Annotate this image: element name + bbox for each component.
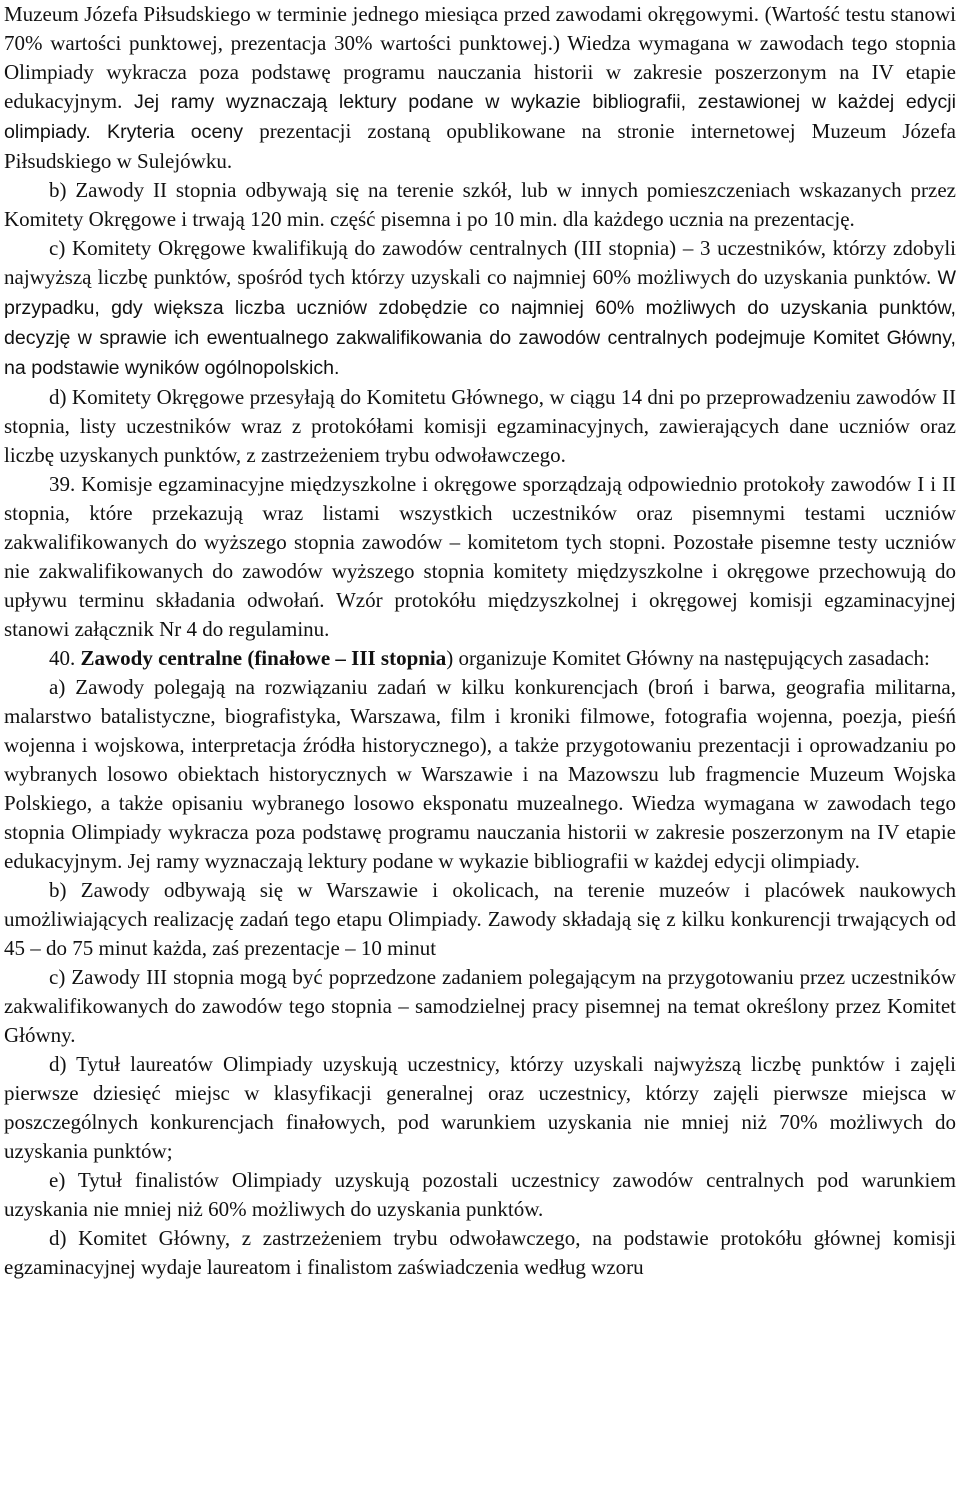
paragraph-d-stage3: d) Tytuł laureatów Olimpiady uzyskują uczestnicy, którzy uzyskali najwyższą liczbę punktów i zajęli pierwsze dziesięć miejsc w klasyfikacji generalnej oraz uczestnicy, którzy zajęli pierwsze miejsca w poszczególnych konkurencjach finałowych, pod warunkiem uzyskania nie mniej niż 70% możliwych do uzyskania punktów;	[4, 1052, 956, 1163]
text-segment: Muzeum Józefa Piłsudskiego w terminie jednego miesiąca przed zawodami okręgowymi. (Wartość testu stanowi 70% wartości punktowej, prezentacja 30% wartości punktowej.) Wiedza wymagana w zawodach tego stopnia Olimpiady wykracza poza podstawę programu nauczania historii w zakresie poszerzonym na IV etapie edukacyjnym.	[4, 2, 956, 113]
paragraph-stage1-end	[4, 0, 956, 176]
paragraph-b-stage2: b) Zawody II stopnia odbywają się na terenie szkół, lub w innych pomieszczeniach wskazanych przez Komitety Okręgowe i trwają 120 min. część pisemna i po 10 min. dla każdego ucznia na prezentację.	[4, 178, 956, 231]
paragraph-e-stage3: e) Tytuł finalistów Olimpiady uzyskują pozostali uczestnicy zawodów centralnych pod warunkiem uzyskania nie mniej niż 60% możliwych do uzyskania punktów.	[4, 1168, 956, 1221]
paragraph-number: 40.	[49, 646, 81, 670]
text-segment: c) Komitety Okręgowe kwalifikują do zawodów centralnych (III stopnia) – 3 uczestników, którzy zdobyli najwyższą liczbę punktów, spośród tych którzy uzyskali co najmniej 60% możliwych do uzyskania punktów.	[4, 236, 956, 289]
paragraph-c-stage2	[4, 234, 956, 383]
text-segment: W przypadku, gdy większa liczba uczniów zdobędzie co najmniej 60% możliwych do uzyskania punktów, decyzję w sprawie ich ewentualnego zakwalifikowania do zawodów centralnych podejmuje Komitet Główny, na podstawie wyników ogólnopolskich.	[4, 267, 956, 379]
text-segment: prezentacji zostaną opublikowane na stronie internetowej Muzeum Józefa Piłsudskiego w Sulejówku.	[4, 119, 957, 173]
paragraph-40	[4, 644, 956, 673]
paragraph-a-stage3: a) Zawody polegają na rozwiązaniu zadań w kilku konkurencjach (broń i barwa, geografia militarna, malarstwo batalistyczne, biografistyka, Warszawa, film i kroniki filmowe, fotografia wojenna, poezja, pieśń wojenna i wojskowa, interpretacja źródła historycznego), a także przygotowaniu prezentacji i oprowadzaniu po wybranych losowo obiektach historycznych w Warszawie i na Mazowszu lub fragmencie Muzeum Wojska Polskiego, a także opisaniu wybranego losowo eksponatu muzealnego. Wiedza wymagana w zawodach tego stopnia Olimpiady wykracza poza podstawę programu nauczania historii w zakresie poszerzonym na IV etapie edukacyjnym. Jej ramy wyznaczają lektury podane w wykazie bibliografii w każdej edycji olimpiady.	[4, 675, 956, 873]
paragraph-c-stage3: c) Zawody III stopnia mogą być poprzedzone zadaniem polegającym na przygotowaniu przez uczestników zakwalifikowanych do zawodów tego stopnia – samodzielnej pracy pisemnej na temat określony przez Komitet Główny.	[4, 965, 956, 1047]
paragraph-39: 39. Komisje egzaminacyjne międzyszkolne i okręgowe sporządzają odpowiednio protokoły zawodów I i II stopnia, które przekazują wraz listami wszystkich uczestników oraz pisemnymi testami uczniów zakwalifikowanych do wyższego stopnia zawodów – komitetom tych stopni. Pozostałe pisemne testy uczniów nie zakwalifikowanych do zawodów wyższego stopnia komitety międzyszkolne i okręgowe przechowują do upływu terminu składania odwołań. Wzór protokółu międzyszkolnej i okręgowej komisji egzaminacyjnej stanowi załącznik Nr 4 do regulaminu.	[4, 472, 956, 641]
text-segment: ) organizuje Komitet Główny na następujących zasadach:	[446, 646, 930, 670]
paragraph-b-stage3: b) Zawody odbywają się w Warszawie i okolicach, na terenie muzeów i placówek naukowych umożliwiających realizację zadań tego etapu Olimpiady. Zawody składają się z kilku konkurencji trwających od 45 – do 75 minut każda, zaś prezentacje – 10 minut	[4, 878, 956, 960]
text-segment: Jej ramy wyznaczają lektury podane w wykazie bibliografii, zestawionej w każdej edycji olimpiady. Kryteria oceny	[4, 91, 956, 143]
paragraph-d-committee: d) Komitet Główny, z zastrzeżeniem trybu odwoławczego, na podstawie protokółu głównej komisji egzaminacyjnej wydaje laureatom i finalistom zaświadczenia według wzoru	[4, 1226, 956, 1279]
bold-heading: Zawody centralne (finałowe – III stopnia	[80, 646, 447, 670]
paragraph-d-stage2: d) Komitety Okręgowe przesyłają do Komitetu Głównego, w ciągu 14 dni po przeprowadzeniu zawodów II stopnia, listy uczestników wraz z protokółami komisji egzaminacyjnych, zawierających dane uczniów oraz liczbę uzyskanych punktów, z zastrzeżeniem trybu odwoławczego.	[4, 385, 956, 467]
